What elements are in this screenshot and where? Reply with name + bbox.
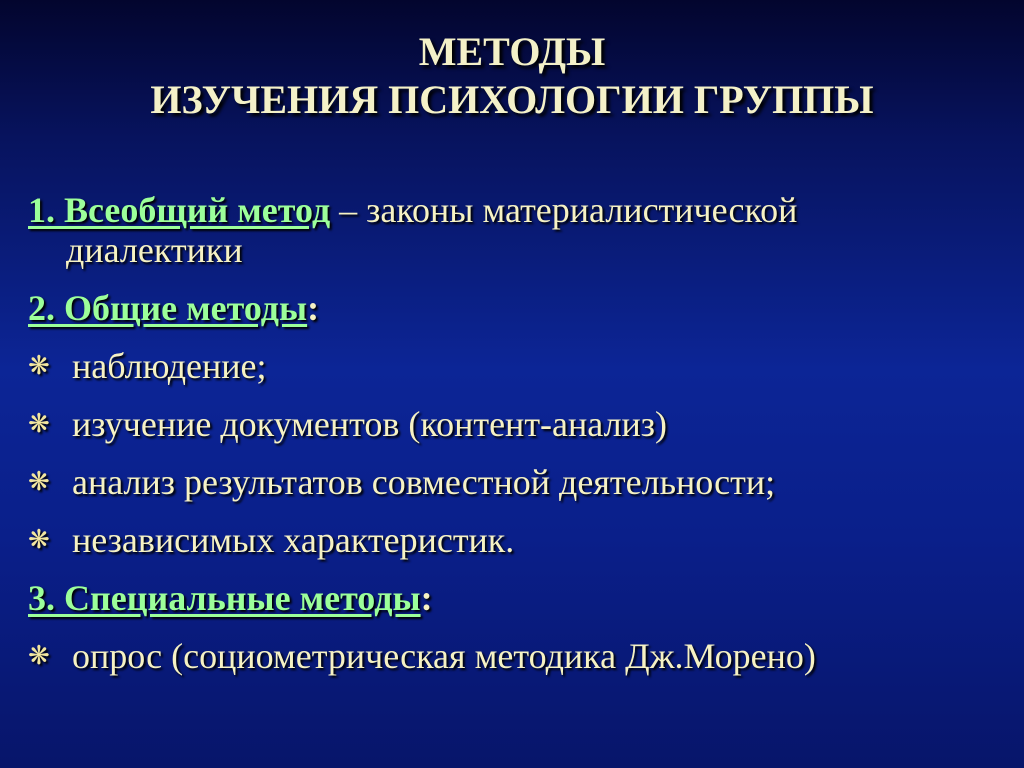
list-item-text: изучение документов (контент-анализ)	[72, 404, 668, 444]
list-item-text: наблюдение;	[72, 346, 267, 386]
snowflake-bullet-icon: ❋	[28, 641, 50, 671]
section-3-heading: 3. Специальные методы	[28, 578, 421, 618]
snowflake-bullet-icon: ❋	[28, 525, 50, 555]
section-universal-method	[28, 190, 998, 270]
title-line-2: ИЗУЧЕНИЯ ПСИХОЛОГИИ ГРУППЫ	[150, 77, 874, 122]
title-line-1: МЕТОДЫ	[418, 29, 606, 74]
snowflake-bullet-icon: ❋	[28, 351, 50, 381]
slide-title	[0, 28, 1024, 124]
section-1-text: – законы материалистической	[330, 190, 798, 230]
list-item-text: опрос (социометрическая методика Дж.Морено)	[72, 636, 816, 676]
snowflake-bullet-icon: ❋	[28, 467, 50, 497]
snowflake-bullet-icon: ❋	[28, 409, 50, 439]
list-item	[28, 404, 998, 444]
section-2-colon: :	[307, 288, 320, 328]
section-special-methods	[28, 578, 998, 618]
list-item	[28, 462, 998, 502]
list-item-text: анализ результатов совместной деятельности;	[72, 462, 776, 502]
list-item	[28, 636, 998, 676]
list-item-text: независимых характеристик.	[72, 520, 515, 560]
section-general-methods	[28, 288, 998, 328]
section-3-colon: :	[420, 578, 433, 618]
section-1-heading: 1. Всеобщий метод	[28, 190, 331, 230]
list-item	[28, 520, 998, 560]
section-2-heading: 2. Общие методы	[28, 288, 308, 328]
slide-content	[28, 190, 998, 676]
list-item	[28, 346, 998, 386]
section-1-continuation: диалектики	[66, 230, 243, 270]
